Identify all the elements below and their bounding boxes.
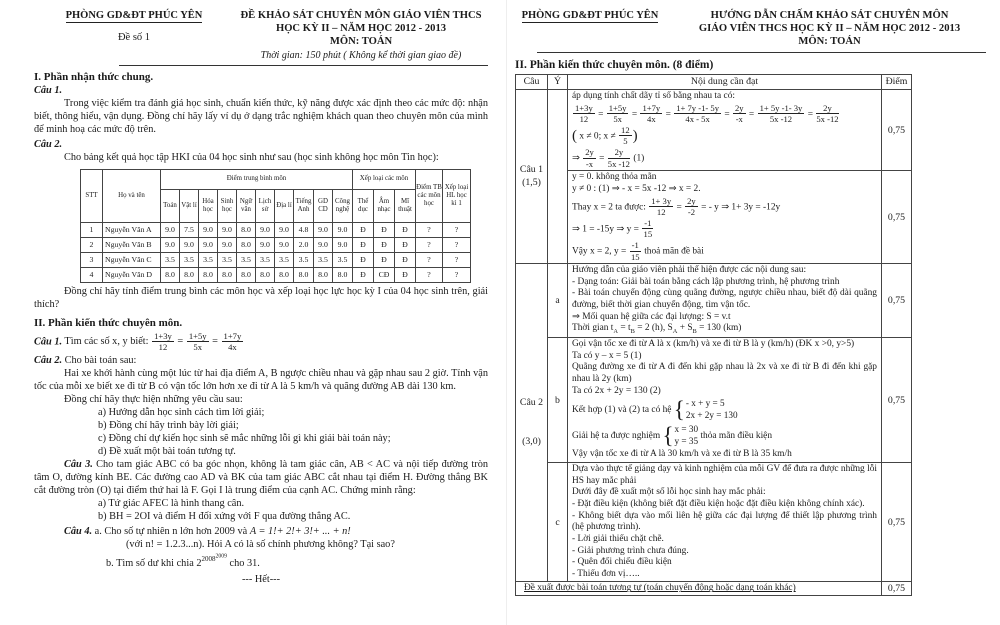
cell: 8.0 [237,237,256,252]
cau2-label: Câu 2. [34,138,63,150]
exam-number: Đề số 1 [117,32,151,43]
y-cell: c [548,462,568,582]
s2-cau2-req: Đồng chí hãy thực hiện những yêu cầu sau: [64,393,243,405]
score-cell: 0,75 [882,462,912,582]
cell: 9.0 [161,222,180,237]
cell: Nguyễn Văn D [103,267,161,282]
cell: 3.5 [275,252,294,267]
cell: Đ [395,252,416,267]
row-d-text: Đề xuất được bài toán tương tự (toán chuyển động hoặc dạng toán khác) [524,583,796,594]
cau1-text: Trong việc kiểm tra đánh giá học sinh, chuẩn kiến thức, kỹ năng được xác định theo các mức độ: nhận biết, thông hiểu, vận dụng. Đồng chí hãy lấy ví dụ ở dạng trắc nghiệm khách quan theo chuyên môn của mình để minh hoạ các mức độ trên. [34,97,488,135]
s2-cau2-intro: Cho bài toán sau: [64,354,137,366]
col-grade-subject: Âm nhạc [374,189,395,222]
score-cell: 0,75 [882,338,912,463]
cell: 9.0 [314,222,333,237]
cell: 9.0 [180,237,199,252]
cell: 8.0 [180,267,199,282]
table-row [81,267,471,282]
cau2-label-line [34,139,488,150]
cau-label: Câu 1 [519,163,544,175]
item-key: c) [98,432,106,444]
cell: ? [443,252,471,267]
s2-cau1-line [34,331,488,353]
cell: 9.0 [199,237,218,252]
content-line: y ≠ 0 : (1) ⇒ - x = 5x -12 ⇒ x = 2. [572,183,701,194]
cell: 8.0 [256,267,275,282]
answer-row [516,582,912,596]
content-cell [568,171,882,264]
col-rank: Xếp loại HL học kì 1 [443,169,471,222]
content-line: ( x ≠ 0; x ≠ $\frac{12}{5}$ ) [572,124,638,147]
cell: 9.0 [199,222,218,237]
cau-points: (3,0) [522,435,541,447]
header-divider [119,65,488,66]
table-row [81,222,471,237]
cell: 1 [81,222,103,237]
col-grade-subject: Mĩ thuật [395,189,416,222]
org-name: PHÒNG GD&ĐT PHÚC YÊN [65,10,203,21]
content-cell [568,338,882,463]
cell: 9.0 [314,237,333,252]
content-line: - Quên đối chiếu điều kiện [572,557,672,568]
cau-points: (1,5) [522,176,541,188]
content-line: áp dụng tính chất dãy tỉ số bằng nhau ta có: [572,91,735,101]
cell: 8.0 [275,267,294,282]
content-line: - Lời giải thiếu chặt chẽ. [572,533,664,544]
exam-time: Thời gian: 150 phút ( Không kể thời gian giao đề) [260,49,462,61]
cell: 8.0 [237,267,256,282]
content-line: ⇒ 1 = -15y ⇒ y = $\frac{-1}{15}$ [572,217,653,240]
content-line: - Dạng toán: Giải bài toán bằng cách lập phương trình, hệ phương trình [572,276,840,287]
cell: ? [416,222,443,237]
cell: ? [416,252,443,267]
table-header-row1 [81,169,471,189]
cell: Đ [374,222,395,237]
cell: Đ [353,237,374,252]
content-line: Ta có y – x = 5 (1) [572,350,642,361]
s2-cau1-math: Tìm các số x, y biết: $\frac{1+3y}{12}$ = $\frac{1+5y}{5x}$ = $\frac{1+7y}{4x}$ [62,330,242,353]
cau2-cell [516,264,548,582]
guide-title-line1: HƯỚNG DẪN CHẤM KHẢO SÁT CHUYÊN MÔN [710,10,949,21]
exam-header-left [34,10,234,62]
cell: 3.5 [161,252,180,267]
exam-subject: MÔN: TOÁN [329,35,393,47]
cell: 9.0 [256,237,275,252]
cell: 8.0 [294,267,314,282]
col-group-scores: Điểm trung bình môn [161,169,353,189]
content-line: - Đặt điều kiện (không biết đặt điều kiện hoặc đặt điều kiện không chính xác). [572,498,865,509]
content-line: $\frac{1+3y}{12}$ = $\frac{1+5y}{5x}$ = $\frac{1+7y}{4x}$ = $\frac{1+ 7y -1- 5y}{4x - 5x}$ = $\frac{2y}{-x}$ = $\frac{1+ 5y -1- 3y}{5x -12}$ = $\frac{2y}{5x -12}$ [575,102,839,125]
col-cau: Câu [516,74,548,89]
exam-header [34,10,488,62]
exam-page [22,0,488,585]
cell: ? [416,267,443,282]
cell: Nguyễn Văn B [103,237,161,252]
cau2-text: Cho bảng kết quả học tập HKI của 04 học sinh như sau (học sinh không học môn Tin học): [64,151,439,163]
cell: Đ [353,252,374,267]
col-subject: Hóa học [199,189,218,222]
cell: 8.0 [218,267,237,282]
content-line: Quãng đường xe đi từ A đi đến khi gặp nhau là 2x và xe đi từ B đi đến khi gặp nhau là 2y (km) [572,362,877,385]
content-line: - Bài toán chuyển động cùng quãng đường, ngược chiều nhau, biết độ dài quãng đường, biết thời gian chuyển động, tìm vận tốc. [572,288,877,311]
cell: 3.5 [180,252,199,267]
y-cell: a [548,264,568,338]
table-row [81,252,471,267]
col-subject: Lịch sử [256,189,275,222]
cell: 9.0 [218,237,237,252]
y-cell [548,90,568,264]
content-line: Giải hệ ta được nghiệm { x = 30 y = 35 thỏa mãn điều kiện [572,422,773,448]
table-row [81,237,471,252]
cell: 8.0 [199,267,218,282]
cell: ? [443,237,471,252]
answer-table [515,74,912,597]
item-text: Đồng chí hãy trình bày lời giải; [109,419,239,431]
item-key: a) [98,406,106,418]
cell: ? [416,237,443,252]
cell: Đ [353,222,374,237]
cell: 3 [81,252,103,267]
score-cell: 0,75 [882,171,912,264]
list-item [98,420,488,433]
guide-header-left [515,10,665,49]
score-cell: 0,75 [882,582,912,596]
col-subject: Toán [161,189,180,222]
content-line: Thay x = 2 ta được: $\frac{1+ 3y}{12}$ = $\frac{2y}{-2}$ = - y ⇒ 1+ 3y = -12y [572,195,781,218]
exam-title-line1: ĐỀ KHẢO SÁT CHUYÊN MÔN GIÁO VIÊN THCS [240,10,482,21]
content-line: Kết hợp (1) và (2) ta có hệ { - x + y = 5 2x + 2y = 130 [572,397,738,423]
item-key: b) [98,510,107,522]
cell: Nguyễn Văn C [103,252,161,267]
list-item [98,446,488,459]
item-key: d) [98,445,107,457]
cau3-label: Câu 3. [64,458,93,470]
cell: 2 [81,237,103,252]
item-text: BH = 2OI và điểm H đối xứng với F qua đường thẳng AC. [109,510,351,522]
cau4b-math: b. Tìm số dư khi chia $2^{2008^{2009}}$ cho 31. [106,553,260,569]
cell: ? [443,222,471,237]
content-line: Dựa vào thực tế giảng dạy và kinh nghiệm của mỗi GV để đưa ra được những lỗi HS hay mắc phải [572,463,877,486]
cau2-requirements-list [98,407,488,459]
content-line: Vậy x = 2, y = $\frac{-1}{15}$ thoả mãn đề bài [572,239,704,262]
content-line: ⇒ $\frac{2y}{-x}$ = $\frac{2y}{5x -12}$ (1) [572,147,645,169]
exam-header-right [234,10,488,62]
cell: Đ [395,237,416,252]
col-content: Nội dung cần đạt [568,74,882,89]
col-subject: Sinh học [218,189,237,222]
s2-cau1-label: Câu 1. [34,336,63,348]
org-name: PHÒNG GD&ĐT PHÚC YÊN [521,10,659,21]
content-line: Vậy vận tốc xe đi từ A là 30 km/h và xe đi từ B là 35 km/h [572,449,792,460]
content-line: Gọi vận tốc xe đi từ A là x (km/h) và xe đi từ B là y (km/h) (ĐK x >0, y>5) [572,339,855,350]
answer-key-page [506,0,994,625]
s2-cau2-label: Câu 2. [34,354,63,366]
results-table-body [81,222,471,282]
col-group-grades: Xếp loại các môn [353,169,416,189]
cau1-cell [516,90,548,264]
list-item [98,407,488,420]
col-avg: Điểm TB các môn học [416,169,443,222]
cell: Đ [395,267,416,282]
item-text: Hướng dẫn học sinh cách tìm lời giải; [108,406,265,418]
cell: Đ [374,237,395,252]
cell: Đ [395,222,416,237]
guide-header-right [665,10,994,49]
y-cell: b [548,338,568,463]
col-name: Họ và tên [103,169,161,222]
cau4-line [34,526,488,537]
content-line: y = 0. không thỏa mãn [572,172,657,183]
cell: 9.0 [333,222,353,237]
answer-row [516,171,912,264]
guide-title-line2: GIÁO VIÊN THCS HỌC KỲ II – NĂM HỌC 2012 - 2013 [698,22,961,34]
cell: 8.0 [237,222,256,237]
cell: Đ [353,267,374,282]
cau3-items-list [98,498,488,524]
guide-header [515,10,994,49]
score-cell: 0,75 [882,90,912,171]
answer-row [516,462,912,582]
col-subject: Vật lí [180,189,199,222]
cell: 3.5 [333,252,353,267]
cell: 9.0 [275,222,294,237]
cell: Đ [374,252,395,267]
cell: 3.5 [256,252,275,267]
cell: 4.8 [294,222,314,237]
item-text: Tứ giác AFEC là hình thang cân. [108,497,245,509]
cau3-paragraph [34,459,488,498]
cell: 9.0 [218,222,237,237]
after-table-text: Đồng chí hãy tính điểm trung bình các môn học và xếp loại học lực học kỳ I của 04 học sinh trên, giải thích? [34,285,488,310]
content-cell [568,90,882,171]
col-subject: Địa lí [275,189,294,222]
content-line: - Thiếu đơn vị….. [572,568,640,579]
cell: 9.0 [333,237,353,252]
item-key: a) [98,497,106,509]
cell: 9.0 [256,222,275,237]
item-text: Đề xuất một bài toán tương tự. [109,445,236,457]
cell: 8.0 [333,267,353,282]
list-item [98,433,488,446]
content-line: Thời gian $t_A = t_B = 2$ (h), $S_A + S_B = 130$ (km) [572,323,742,336]
col-subject: Ngữ văn [237,189,256,222]
header-divider [537,52,986,53]
content-line: Hướng dẫn của giáo viên phải thể hiện được các nội dung sau: [572,265,807,276]
answer-row [516,90,912,171]
cell: 8.0 [161,267,180,282]
answer-row [516,338,912,463]
cau4-label: Câu 4. [64,525,93,537]
answer-row [516,264,912,338]
score-cell: 0,75 [882,264,912,338]
cell: 3.5 [237,252,256,267]
content-line: Ta có 2x + 2y = 130 (2) [572,385,661,396]
results-table [80,169,471,283]
item-key: b) [98,419,107,431]
content-cell [516,582,882,596]
exam-title-line2: HỌC KỲ II – NĂM HỌC 2012 - 2013 [275,22,447,34]
col-y: Ý [548,74,568,89]
guide-subject: MÔN: TOÁN [798,35,861,47]
cell: 3.5 [199,252,218,267]
content-line: - Giải phương trình chưa đúng. [572,545,689,556]
cell: 9.0 [275,237,294,252]
cau4-note: (với n! = 1.2.3...n). Hỏi A có là số chính phương không? Tại sao? [126,538,395,550]
guide-section-heading: II. Phần kiến thức chuyên môn. (8 điểm) [515,58,714,71]
answer-table-header [516,74,912,89]
s2-cau2-body: Hai xe khởi hành cùng một lúc từ hai địa điểm A, B ngược chiều nhau và gặp nhau sau 2 giờ. Tính vận tốc của mỗi xe biết xe đi từ B có vận tốc lớn hơn xe đi từ A là 5 km/h và quãng đường AB dài 130 km. [34,367,488,392]
col-subject: Công nghệ [333,189,353,222]
col-stt: STT [81,169,103,222]
s2-cau2-line [34,355,488,366]
cau1-label-line [34,85,488,96]
cell: 7.5 [180,222,199,237]
cell: ? [443,267,471,282]
cell: 3.5 [294,252,314,267]
cell: 3.5 [314,252,333,267]
list-item [98,498,488,511]
cell: 3.5 [218,252,237,267]
item-text: Đồng chí dự kiến học sinh sẽ mắc những lỗi gì khi giải bài toán này; [108,432,391,444]
col-score: Điểm [882,74,912,89]
section2-heading: II. Phần kiến thức chuyên môn. [34,316,183,329]
content-line: Dưới đây đề xuất một số lỗi học sinh hay mắc phải: [572,487,766,498]
cell: 4 [81,267,103,282]
col-subject: GD CD [314,189,333,222]
cell: CĐ [374,267,395,282]
cau1-label: Câu 1. [34,84,63,96]
content-line: ⇒ Mối quan hệ giữa các đại lượng: S = v.t [572,311,731,322]
col-subject: Tiếng Anh [294,189,314,222]
cell: 8.0 [314,267,333,282]
content-cell [568,462,882,582]
list-item [98,511,488,524]
cau-label: Câu 2 [519,397,544,409]
cau3-text: Cho tam giác ABC có ba góc nhọn, không là tam giác cân, AB < AC và nội tiếp đường tròn tâm O, đường kính BE. Các đường cao AD và BK của tam giác ABC cắt nhau tại điểm H. Đường thẳng BK cắt đường tròn (O) tại điểm thứ hai là F. Gọi I là trung điểm của cạnh AC. Chứng minh rằng: [34,458,488,496]
section1-heading: I. Phần nhận thức chung. [34,70,154,83]
cell: Nguyễn Văn A [103,222,161,237]
cell: 9.0 [161,237,180,252]
cell: 2.0 [294,237,314,252]
content-cell [568,264,882,338]
col-grade-subject: Thể dục [353,189,374,222]
end-marker: --- Hết--- [241,573,280,585]
content-line: - Không biết dựa vào mối liên hệ giữa các đại lượng để thiết lập phương trình (hệ phương trình). [572,510,877,533]
cau4a-math: a. Cho số tự nhiên n lớn hơn 2009 và A = 1!+ 2!+ 3!+ ... + n! [92,525,351,537]
